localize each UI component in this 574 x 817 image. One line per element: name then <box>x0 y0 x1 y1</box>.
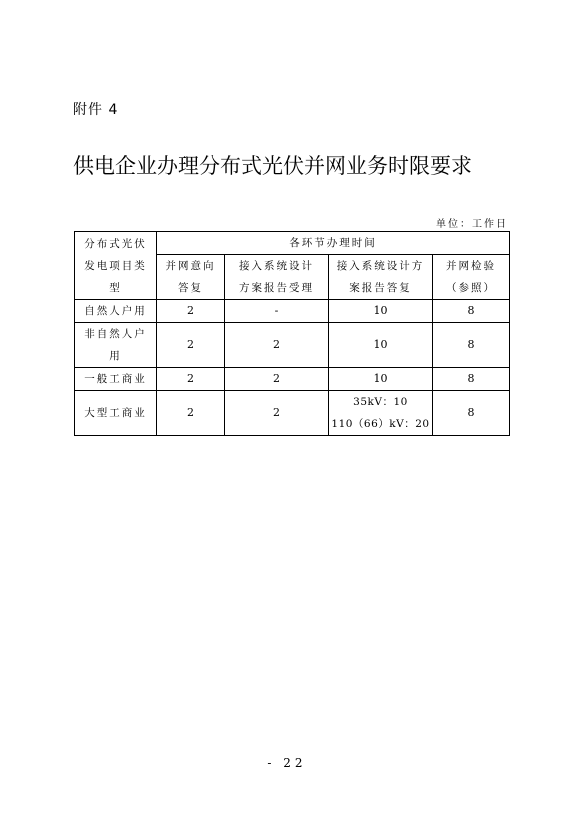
row-type: 大型工商业 <box>75 391 157 436</box>
column-header: 接入系统设计方案报告受理 <box>225 255 329 300</box>
page-number: - 22 <box>267 756 307 770</box>
cell-inspection: 8 <box>433 368 510 391</box>
table-corner-header: 分布式光伏发电项目类型 <box>75 232 157 300</box>
cell-design-accept: - <box>225 300 329 323</box>
row-type: 非自然人户用 <box>75 323 157 368</box>
cell-design-accept: 2 <box>225 323 329 368</box>
column-header: 并网检验（参照） <box>433 255 510 300</box>
table-row <box>75 300 510 323</box>
cell-design-reply <box>329 391 433 436</box>
document-title: 供电企业办理分布式光伏并网业务时限要求 <box>73 154 472 178</box>
cell-design-reply: 10 <box>329 368 433 391</box>
time-limit-table <box>74 231 510 436</box>
cell-design-accept: 2 <box>225 368 329 391</box>
column-header: 并网意向答复 <box>157 255 225 300</box>
design-reply-35kv: 35kV：10 <box>353 396 408 408</box>
cell-design-accept: 2 <box>225 391 329 436</box>
cell-inspection: 8 <box>433 300 510 323</box>
cell-design-reply: 10 <box>329 300 433 323</box>
table-row <box>75 391 510 436</box>
row-type: 自然人户用 <box>75 300 157 323</box>
cell-intent-reply: 2 <box>157 323 225 368</box>
cell-intent-reply: 2 <box>157 391 225 436</box>
cell-inspection: 8 <box>433 391 510 436</box>
attachment-label: 附件 4 <box>73 102 119 118</box>
table-row <box>75 323 510 368</box>
cell-design-reply: 10 <box>329 323 433 368</box>
cell-inspection: 8 <box>433 323 510 368</box>
design-reply-110kv: 110（66）kV：20 <box>331 418 430 430</box>
table-row <box>75 368 510 391</box>
unit-note: 单位：工作日 <box>436 219 508 230</box>
cell-intent-reply: 2 <box>157 300 225 323</box>
table-group-header: 各环节办理时间 <box>157 232 510 255</box>
column-header: 接入系统设计方案报告答复 <box>329 255 433 300</box>
cell-intent-reply: 2 <box>157 368 225 391</box>
row-type: 一般工商业 <box>75 368 157 391</box>
